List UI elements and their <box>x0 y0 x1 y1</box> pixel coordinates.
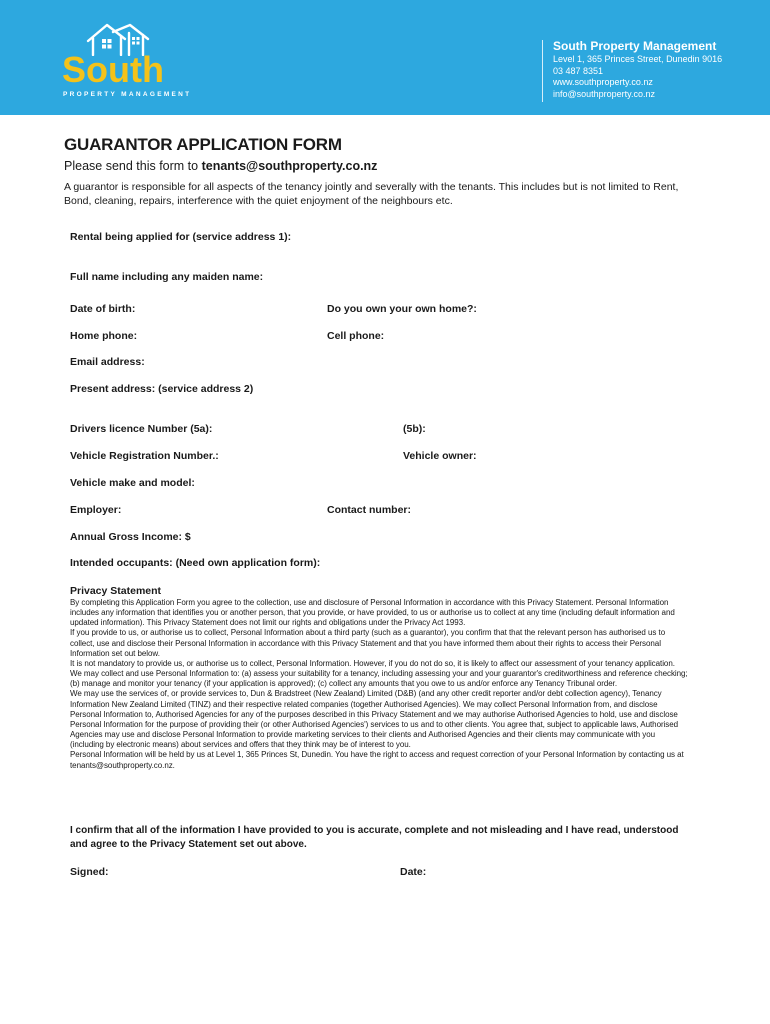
header-banner <box>0 0 770 115</box>
company-email[interactable]: info@southproperty.co.nz <box>553 88 656 99</box>
privacy-paragraph: Personal Information will be held by us at Level 1, 365 Princes St, Dunedin. You have the right to access and request correction of your Personal Information by contacting us at tenants@southproperty.co.nz. <box>70 750 684 770</box>
send-instruction <box>64 159 377 173</box>
confirmation-statement: I confirm that all of the information I have provided to you is accurate, complete and not misleading and I have read, understood and agree to the Privacy Statement set out above. <box>70 825 679 850</box>
vehicle-make-label: Vehicle make and model: <box>70 477 195 489</box>
email-address-label: Email address: <box>70 356 145 368</box>
vehicle-registration-label: Vehicle Registration Number.: <box>70 450 219 462</box>
date-of-birth-label: Date of birth: <box>70 303 136 315</box>
intended-occupants-label: Intended occupants: (Need own application form): <box>70 557 321 569</box>
privacy-paragraph: We may use the services of, or provide services to, Dun & Bradstreet (New Zealand) Limited (D&B) (and any other credit reporter and/or debt collection agency), Tenancy Information New Zealand Limited (TINZ) and their respective related companies (together Authorised Agencies). We may collect Personal Information from, and disclose Personal Information to, Authorised Agencies for any of the purposes described in this Privacy Statement and we may authorise Authorised Agencies to hold, use and disclose Personal Information for the purpose of providing their (or other Authorised Agencies') services to us and to other clients. You agree that, subject to applicable laws, Authorised Agencies may use and disclose Personal Information to provide marketing services to their clients and Authorised Agencies and their clients may communicate with you (including by electronic means) about services and offers that they think may be of interest to you. <box>70 689 679 750</box>
send-prefix: Please send this form to <box>64 159 202 173</box>
privacy-heading: Privacy Statement <box>70 585 162 597</box>
privacy-paragraph: We may collect and use Personal Information to: (a) assess your suitability for a tenancy, including assessing your and your guarantor's creditworthiness and reference checking; (b) manage and monitor your tenancy (if your application is approved); (c) collect any amounts that you owe to us and/or enforce any Tenancy Tribunal order. <box>70 669 688 689</box>
company-phone: 03 487 8351 <box>553 65 604 76</box>
date-label: Date: <box>400 866 427 878</box>
privacy-statement <box>70 598 688 771</box>
home-phone-label: Home phone: <box>70 330 138 342</box>
company-logo <box>60 22 192 102</box>
form-title: GUARANTOR APPLICATION FORM <box>64 135 342 154</box>
cell-phone-label: Cell phone: <box>327 330 385 342</box>
send-email-link[interactable]: tenants@southproperty.co.nz <box>201 159 378 173</box>
logo-tagline: PROPERTY MANAGEMENT <box>63 91 192 98</box>
privacy-paragraph: If you provide to us, or authorise us to collect, Personal Information about a third party (such as a guarantor), you confirm that that the relevant person has authorised us to collect, use and disclose their Personal Information in accordance with this Privacy Statement and that you have informed them about their rights to access their Personal Information set out below. <box>70 628 666 658</box>
present-address-label: Present address: (service address 2) <box>70 383 254 395</box>
vehicle-owner-label: Vehicle owner: <box>403 450 477 462</box>
intro-paragraph: A guarantor is responsible for all aspects of the tenancy jointly and severally with the tenants. This includes but is not limited to Rent, Bond, cleaning, repairs, interference with the quiet enjoyment of the neighbours etc. <box>64 181 679 207</box>
company-name: South Property Management <box>553 39 717 53</box>
rental-address-label: Rental being applied for (service address 1): <box>70 231 292 243</box>
annual-income-label: Annual Gross Income: $ <box>70 531 191 543</box>
full-name-label: Full name including any maiden name: <box>70 271 264 283</box>
licence-number-label: Drivers licence Number (5a): <box>70 423 213 435</box>
privacy-paragraph: By completing this Application Form you agree to the collection, use and disclosure of Personal Information in accordance with this Privacy Statement. Personal Information includes any information that identifies you or another person, that you provide, or have provided, to us or authorise us to collect at any time (including default information and updated information). This Privacy Statement does not limit our rights and obligations under the Privacy Act 1993. <box>70 598 675 628</box>
signed-label: Signed: <box>70 866 109 878</box>
privacy-paragraph: It is not mandatory to provide us, or authorise us to collect, Personal Information. However, if you do not do so, it is likely to affect our assessment of your tenancy application. <box>70 658 675 668</box>
own-home-label: Do you own your own home?: <box>327 303 477 315</box>
company-address: Level 1, 365 Princes Street, Dunedin 9016 <box>553 54 723 64</box>
company-website[interactable]: www.southproperty.co.nz <box>553 77 653 87</box>
contact-number-label: Contact number: <box>327 504 411 516</box>
contact-block <box>542 40 722 102</box>
employer-label: Employer: <box>70 504 122 516</box>
licence-5b-label: (5b): <box>403 423 426 435</box>
logo-wordmark: South <box>62 49 164 90</box>
